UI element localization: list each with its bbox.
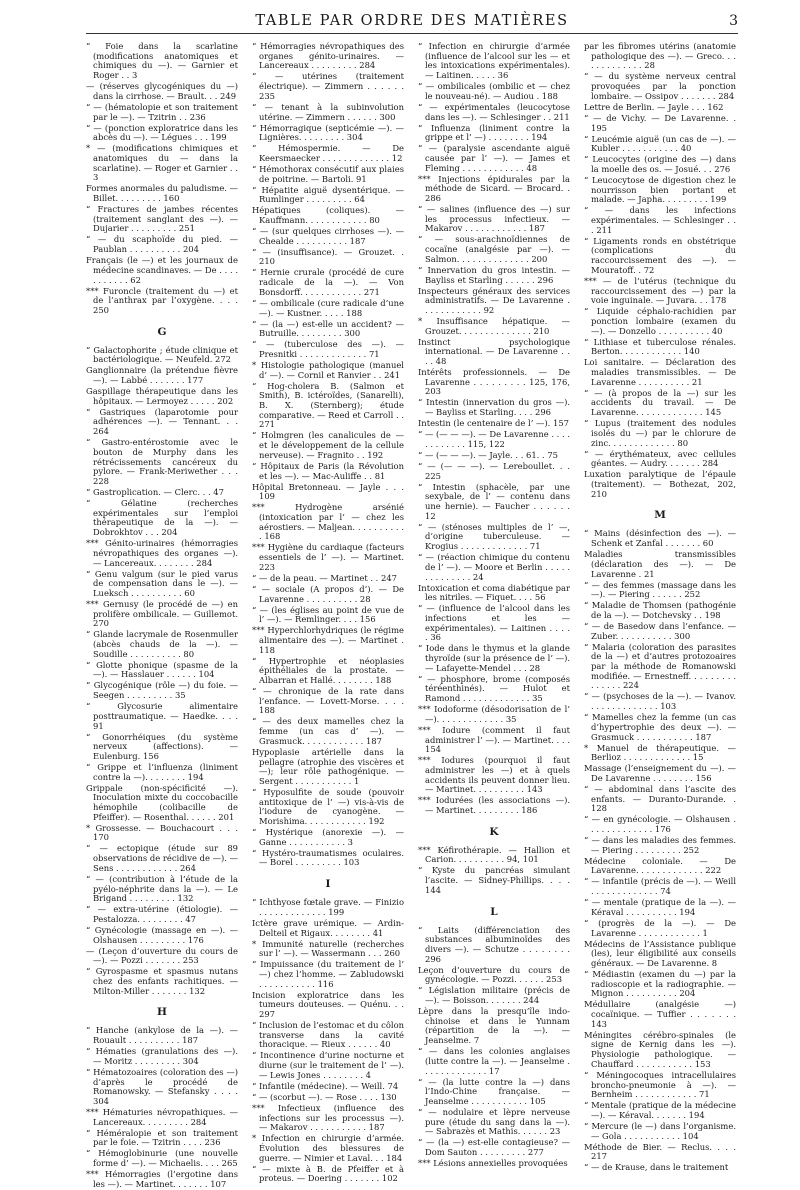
index-entry: “ — (scorbut —). — Rose . . . . 130 [252,1091,397,1102]
index-entry: * Grossesse. — Bouchacourt . . . 170 [86,822,238,843]
section-letter: L [490,905,498,918]
index-entry: “ — chronique de la rate dans l’enfance. — Lovett-Morse. . . . 188 [252,686,404,716]
index-entry: “ — (sur quelques cirrhoses —). — Chealde . . . . . . . . . . 187 [252,226,404,246]
index-entry: *** Injections épidurales par la méthode de Sicard. — Brocard. . 286 [418,173,570,204]
index-entry: Ictère grave urémique. — Ardin-Delteil et Rigaux. . . . . . . . 41 [252,917,404,938]
index-entry: Hypoplasie artérielle dans la pellagre (atrophie des viscères et —); leur rôle pathogénique. — Sergent . . . . . . . . . . . 1 [252,746,404,786]
index-entry: *** Iodurées (les associations —). — Martinet. . . . . . . . . 186 [418,795,570,816]
section-letter: K [489,825,499,838]
header-rule [86,33,738,34]
index-entry: Intestin (le centenaire de l’ —). 157 [418,418,569,429]
index-entry: “ Glande lacrymale de Rosenmuller (abcès chauds de la —). — Soudille . . . . . . . . . . 80 [86,629,238,659]
index-entry: “ — (sténoses multiples de l’ —, d’origine tuberculeuse. — Krogius . . . . . . . . . . . . . 71 [418,521,570,552]
index-entry: “ Hémothorax consécutif aux plaies de poitrine. — Bartoli. 91 [252,163,404,184]
index-entry: Intérêts professionnels. — De Lavarenne . . . . . . . . . 125, 176, 203 [418,367,570,397]
index-entry: “ Gastriques (laparotomie pour adhérences —). — Tennant. . . 264 [86,406,238,437]
index-entry: “ Gastro-entérostomie avec le bouton de Murphy dans les rétrécissements cancéreux du pylore. — Frank-Meriwether . . . 228 [86,437,238,486]
section-letter: G [157,325,167,338]
index-entry: *** Furoncle (traitement du —) et de l’anthrax par l’oxygène. . . . 250 [86,285,238,315]
index-entry: *** — de l’utérus (technique du raccourcissement des —) par la voie inguinale. — Juvara. . . 178 [584,275,736,306]
index-entry: “ Glotte phonique (spasme de la —). — Hasslauer . . . . . . 104 [86,659,238,680]
index-entry: “ Glycogénique (rôle —) du foie. — Seegen . . . . . . . . . 35 [86,680,238,701]
index-entry: Médullaire (analgésie —) cocaïnique. — Tuffier . . . . . . . 143 [584,999,736,1029]
index-entry: “ Hystéro-traumatismes oculaires. — Borel . . . . . . . . . 103 [252,847,404,868]
index-entry: * Insuffisance hépatique. — Grouzet. . . . . . . . . . . . . . 210 [418,315,570,336]
index-entry: “ Hémospermie. — De Keersmaecker . . . . . . . . . . . . . 12 [252,143,404,163]
page-title: TABLE PAR ORDRE DES MATIÈRES [255,13,569,29]
index-entry: “ Leucocytose de digestion chez le nourrisson bien portant et malade. — Japha. . . . . . . . . 199 [584,174,736,205]
index-entry: — (Leçon d’ouverture du cours de —). — Pozzi . . . . . . . 253 [86,945,238,966]
index-entry: *** Iodure (comment il faut administrer l’ —). — Martinet. . . . 154 [418,724,570,755]
index-entry: Lèpre dans la presqu’île indo-chinoise et dans le Yunnam (répartition de la —). — Jeanselme. 7 [418,1006,570,1046]
index-entry: “ — (la —) est-elle contagieuse? — Dom Sauton . . . . . . . . . 277 [418,1137,570,1158]
index-entry: “ — sous-arachnoïdiennes de cocaïne (analgésie par —). — Salmon. . . . . . . . . . . . . . 200 [418,234,570,264]
index-entry: “ — du scaphoïde du pied. — Paublan . . . . . . . . . . 204 [86,234,238,255]
index-entry: “ Grippe et l’influenza (liniment contre la —). . . . . . . . 194 [86,761,238,782]
index-entry: “ — de la peau. — Martinet . . 247 [252,572,397,583]
index-entry: * Histologie pathologique (manuel d’ —). — Cornil et Ranvier . . 241 [252,359,404,380]
index-entry: “ — de Krause, dans le traitement [584,1162,729,1173]
index-entry: “ Galactophorite ; étude clinique et bactériologique. — Neufeld. 272 [86,344,238,365]
index-entry: “ — (— — —). — Jayle. . . 61. . 75 [418,449,558,460]
index-entry: *** Infectieux (influence des infections sur les processus —). — Makarov . . . . . . . . . . . 187 [252,1102,404,1133]
index-entry: Luxation paralytique de l’épaule (traitement). — Bothezat, 202, 210 [584,469,736,499]
index-entry: “ Maladie de Thomsen (pathogénie de la —). — Dotchevsky . . 198 [584,600,736,620]
section-letter: H [157,1006,167,1019]
index-entry: Incision exploratrice dans les tumeurs douteuses. — Quénu. . . 297 [252,989,404,1020]
section-letter: I [325,878,331,891]
index-entry: “ (progrès de la —). — De Lavarenne . . . . . . . . . . . . 1 [584,917,736,938]
index-entry: “ Lupus (traitement des nodules isolés du —) par le chlorure de zinc. . . . . . . . . . . . . 80 [584,418,736,448]
page-header [86,10,738,32]
index-entry: “ — nodulaire et lèpre nerveuse pure (étude du sang dans la —). — Sabrazès et Mathis. . . . . . 23 [418,1107,570,1137]
index-entry: Grippale (non-spécificité —). Inoculation mixte du coccobacille hémophile (colibacille de Pfeiffer). — Rosenthal. . . . . . 201 [86,782,238,822]
index-entry: “ Médiastin (examen du —) par la radioscopie et la radiographie. — Mignon . . . . . . . . . . 204 [584,968,736,999]
index-entry: “ Kyste du pancréas simulant l’ascite. — Sidney-Phillips. . . . 144 [418,865,570,895]
index-entry: Ganglionnaire (la prétendue fièvre —). — Labbé . . . . . . . 177 [86,365,238,386]
index-entry: Massage (l’enseignement du —). — De Lavarenne . . . . . . . . 156 [584,763,736,783]
index-entry: *** Lésions annexielles provoquées [418,1158,568,1169]
index-entry: “ — sociale (A propos d’). — De Lavarenne . . . . . . . . . . 28 [252,583,404,604]
index-entry: Hôpital Bretonneau. — Jayle . . . 109 [252,481,404,502]
index-entry: * Infection en chirurgie d’armée. Évolution des blessures de guerre. — Nimier et Laval. . . 184 [252,1133,404,1163]
index-entry: “ — (réaction chimique du contenu de l’ —). — Moore et Berlin . . . . . . . . . . . . . . 24 [418,552,570,582]
index-entry: “ — extra-utérine (étiologie). — Pestalozza. . . . . . . . . 47 [86,904,238,924]
index-entry: “ — (la lutte contre la —) dans l’Indo-Chine française. — Jeanselme . . . . . . . . . . . 105 [418,1076,570,1106]
index-entry: “ — de Basedow dans l’enfance. — Zuber. . . . . . . . . . . 300 [584,620,736,641]
index-entry: “ — des deux mamelles chez la femme (un cas d’ —). — Grasmuck. . . . . . . . . . . . 187 [252,716,404,746]
index-entry: *** Génito-urinaires (hémorragies névropathiques des organes —). — Lancereaux. . . . . . . . 284 [86,538,238,568]
index-entry: Gaspillage thérapeutique dans les hôpitaux. — Lermoyez . . . . . 202 [86,386,238,406]
index-entry: “ — des femmes (massage dans les —). — Piering . . . . . . 252 [584,579,736,600]
index-entry: *** Iodoforme (désodorisation de l’ —). . . . . . . . . . . . . 35 [418,704,570,724]
index-entry: *** Hydrogène arsénié (intoxication par l’ — chez les aérostiers. — Maljean. . . . . . . . . . . 168 [252,502,404,542]
index-entry: “ Mentale (pratique de la médecine —). — Kéraval. . . . . . . 194 [584,1100,736,1120]
index-entry: “ Holmgren (les canalicules de — et le développement de la cellule nerveuse). — Fragnito . . 192 [252,430,404,460]
index-entry: *** Hyperchlorhydriques (le régime alimentaire des —). — Martinet . 118 [252,625,404,655]
index-entry: “ — (— — —). — De Lavarenne . . . . . . . . . . . . 115, 122 [418,429,570,449]
index-columns [86,41,738,1189]
index-entry: “ — (contribution à l’étude de la pyélo-néphrite dans la —). — Le Brigand . . . . . . . . . 132 [86,873,238,904]
index-entry: “ Ligaments ronds en obstétrique (complications du raccourcissement des —). — Mouratoff. . 72 [584,235,736,275]
index-entry: par les fibromes utérins (anatomie pathologique des —). — Greco. . . . . . . . . . . . . 28 [584,41,736,71]
index-entry: “ — dans les maladies des femmes. — Piering . . . . . . . . . 252 [584,835,736,855]
index-entry: “ — (psychoses de la —). — Ivanov. . . . . . . . . . . . . . 103 [584,691,736,712]
index-entry: “ — tenant à la subinvolution utérine. — Zimmern . . . . . . 300 [252,101,404,122]
index-entry: “ Fractures de jambes récentes (traitement sanglant des —). — Dujarier . . . . . . . . . 251 [86,204,238,234]
index-entry: Lettre de Berlin. — Jayle . . . 162 [584,101,724,112]
index-entry: “ Hyposulfite de soude (pouvoir antitoxique de l’ —) vis-à-vis de l’iodure de cyanogène. — Morishima. . . . . . . . . . . . 192 [252,786,404,827]
index-entry: “ — (la —) est-elle un accident? — Butruille. . . . . . . . . 300 [252,318,404,339]
index-entry: “ Mains (désinfection des —). — Schenk et Zanfal . . . . . . . 60 [584,528,736,549]
index-entry: “ — de Vichy. — De Lavarenne. . 195 [584,112,736,133]
index-entry: “ Iode dans le thymus et la glande thyroïde (sur la présence de l’ —). — Lafayette-Mendel . . . 28 [418,643,570,673]
index-entry: Instinct psychologique international. — De Lavarenne . . . . 48 [418,336,570,367]
index-entry: Méthode de Bier. — Reclus. . . . 217 [584,1141,736,1162]
index-entry: “ — (ponction exploratrice dans les abcès du —). — Légues . . . 199 [86,122,238,143]
index-entry: Médecine coloniale. — De Lavarenne. . . . . . . . . . . . . 222 [584,855,736,876]
index-column-col3 [418,41,570,1169]
index-entry: Loi sanitaire. — Déclaration des maladies transmissibles. — De Lavarenne . . . . . . . . . . 21 [584,357,736,387]
index-entry: “ — expérimentales (leucocytose dans les —). — Schlesinger . . 211 [418,101,570,122]
index-entry: “ — salines (influence des —) sur les processus infectieux. — Makarov . . . . . . . . . . . . 187 [418,204,570,234]
index-entry: “ Hystérique (anorexie —). — Ganne . . . . . . . . . . . 3 [252,827,404,847]
index-entry: “ Laits (différenciation des substances albuminoïdes des divers —). — Schutze . . . . . . . . 296 [418,924,570,964]
index-entry: “ Influenza (liniment contre la grippe et l’ —) . . . . . . . . 194 [418,122,570,143]
index-entry: “ Hog-cholera B. (Salmon et Smith), B. ictéroïdes, (Sanarelli), B. X. (Sternberg); étude comparative. — Reed et Carroll . . 271 [252,380,404,430]
index-entry: Méningites cérébro-spinales (le signe de Kernig dans les —). Physiologie pathologique. — Chauffard . . . . . . . . . . . 153 [584,1029,736,1069]
index-entry: “ — infantile (précis de —). — Weill . . . . . . . . . . . . . 74 [584,876,736,897]
index-entry: “ Hématozoaires (coloration des —) d’après le procédé de Romanowsky. — Stefansky . . . . 304 [86,1066,238,1106]
index-entry: * — (modifications chimiques et anatomiques du — dans la scarlatine). — Roger et Garnier . . 3 [86,143,238,183]
index-entry: “ Intestin (sphacèle, par une sexybale, de l’ — contenu dans une hernie). — Faucher . . . . . . 12 [418,481,570,521]
index-entry: “ Gastroplication. — Clerc. . . 47 [86,486,224,497]
index-entry: “ — (— — —). — Lereboullet. . . 225 [418,460,570,481]
page-number: 3 [729,13,738,29]
index-entry: “ Hémoglobinurie (une nouvelle forme d’ —). — Michaelis. . . . 265 [86,1148,238,1169]
index-entry: “ Lithiase et tuberculose rénales. Berton. . . . . . . . . . . . 140 [584,336,736,357]
index-entry: “ Gélatine (recherches expérimentales sur l’emploi thérapeutique de la —). — Dobrokhtov . . . 204 [86,497,238,538]
index-entry: “ — (hématolopie et son traitement par le —). — Tzitrin . . 236 [86,101,238,122]
index-entry: “ Gynécologie (massage en —). — Olshausen . . . . . . . . . 176 [86,924,238,945]
index-entry: “ — (à propos de la —) sur les accidents du travail. — De Lavarenne. . . . . . . . . . . . . 145 [584,387,736,418]
index-entry: *** Kéfirothérapie. — Hallion et Carion. . . . . . . . . . 94, 101 [418,844,570,865]
index-entry: “ Hôpitaux de Paris (la Révolution et les —). — Mac-Auliffe . . 81 [252,460,404,481]
index-entry: “ — abdominal dans l’ascite des enfants. — Duranto-Durande. . 128 [584,783,736,814]
index-entry: “ Législation militaire (précis de —). — Boisson. . . . . . . 244 [418,985,570,1006]
index-entry: “ — ombilicales (ombilic et — chez le nouveau-né). — Audiou . 188 [418,81,570,101]
index-entry: “ — dans les colonies anglaises (lutte contre la —). — Jeanselme . . . . . . . . . . . . . 17 [418,1046,570,1076]
index-entry: “ Inclusion de l’estomac et du côlon transverse dans la cavité thoracique. — Rieux . . . . . . 40 [252,1020,405,1050]
index-entry: “ Foie dans la scarlatine (modifications anatomiques et chimiques du —). — Garnier et Roger . . 3 [86,41,238,81]
index-entry: “ Liquide céphalo-rachidien par ponction lombaire (examen du —). — Donzello . . . . . . . . . . 40 [584,306,736,336]
index-entry: “ — ectopique (étude sur 89 observations de récidive de —). — Sens . . . . . . . . . . . . 264 [86,843,238,873]
index-entry: *** Iodures (pourquoi il faut administrer les —) et à quels accidents ils peuvent donner lieu. — Martinet. . . . . . . . . . 143 [418,755,570,795]
index-entry: Leçon d’ouverture du cours de gynécologie. — Pozzi. . . . . . 253 [418,964,570,985]
index-entry: “ Méningocoques intracellulaires broncho-pneumonie à —). — Bernheim . . . . . . . . . . . . 71 [584,1069,736,1100]
index-entry: “ Impuissance (du traitement de l’ —) chez l’homme. — Zabludowski . . . . . . . . . . . 116 [252,959,404,989]
index-entry: *** Hémorragies (l’ergotine dans les —). — Martinet. . . . . . . 107 [86,1169,238,1189]
index-entry: “ — ombilicale (cure radicale d’une —). — Kustner. . . . . 188 [252,297,404,318]
index-entry: “ — du système nerveux central provoquées par la ponction lombaire. — Ossipov . . . . . . . 284 [584,71,736,101]
index-entry: — (réserves glycogéniques du —) dans la cirrhose. — Brault. . . 249 [86,81,238,101]
index-entry: *** Hygiène du cardiaque (facteurs essentiels de l’ —). — Martinet. 223 [252,542,404,572]
index-entry: “ Hanche (ankylose de la —). — Rouault . . . . . . . . . . 187 [86,1025,238,1046]
index-entry: “ — (insuffisance). — Grouzet. . 210 [252,246,404,267]
index-entry: *** Hématuries névropathiques. — Lancereaux. . . . . . . . . 284 [86,1107,238,1127]
index-entry: * Immunité naturelle (recherches sur l’ —). — Wassermann . . . 260 [252,938,404,959]
index-entry: “ — (influence de l’alcool dans les infections et les — expérimentales). — Laitinen . . . . . 36 [418,603,570,643]
index-column-col2 [252,41,405,1184]
index-entry: “ — mentale (pratique de la —). — Kéraval . . . . . . . . . . 194 [584,897,736,917]
index-entry: “ Glycosurie alimentaire posttraumatique. — Haedke. . . . 91 [86,701,238,731]
index-entry: “ Hémorragique (septicémie —). — Lignières. . . . . . . . . 304 [252,122,404,143]
index-entry: “ Malaria (coloration des parasites de la —) et d’autres protozoaires par la méthode de Romanowski modifiée. — Ernestneff. . . . . . . . . . . . . . . 224 [584,641,736,691]
index-entry: “ — mixte à B. de Pfeiffer et à proteus. — Doering . . . . . . . 102 [252,1163,404,1184]
index-entry: Inspecteurs généraux des services administratifs. — De Lavarenne . . . . . . . . . . . . 92 [418,285,570,315]
index-entry: Français (le —) et les journaux de médecine scandinaves. — De . . . . . . . . . . . 62 [86,255,238,285]
index-entry: “ Leucémie aiguë (un cas de —). — Kubler . . . . . . . . . . . 40 [584,133,736,154]
index-entry: “ Hépatite aiguë dysentérique. — Rumlinger . . . . . . . . . 64 [252,184,404,205]
index-entry: “ — (les églises au point de vue de l’ —). — Remlinger. . . . 156 [252,604,404,625]
index-entry: “ Genu valgum (sur le pied varus de compensation dans le —). — Lueksch . . . . . . . . . . 60 [86,568,238,598]
index-column-col4 [584,41,736,1173]
index-entry: Médecins de l’Assistance publique (les), leur éligibilité aux conseils généraux. — De Lavarenne. 8 [584,938,736,968]
index-entry: “ Hypertrophie et néoplasies épithéliales de la prostate. — Albarran et Hallé. . . . . . . . 188 [252,655,404,686]
index-entry: Hépatiques (coliques). — Kauffmann. . . . . . . . . . . . 80 [252,205,404,226]
index-entry: “ Hernie crurale (procédé de cure radicale de la —). — Von Bonsdorff. . . . . . . . . . . . 271 [252,267,404,297]
index-entry: “ — érythémateux, avec cellules géantes. — Audry. . . . . . . 284 [584,448,736,469]
index-entry: “ Gyrospasme et spasmus nutans chez des enfants rachitiques. — Milton-Miller . . . . . . . 132 [86,966,238,996]
index-entry: “ Ichthyose fœtale grave. — Finizio . . . . . . . . . . . . . 199 [252,897,404,917]
section-letter: M [654,509,666,522]
index-entry: “ — utérines (traitement électrique). — Zimmern . . . . . . 235 [252,71,404,101]
index-entry: “ — (tuberculose des —). — Presnitki . . . . . . . . . . . . . 71 [252,339,404,359]
index-entry: Intoxication et coma diabétique par les nitriles. — Fiquet. . . . 56 [418,582,570,603]
index-entry: “ Infection en chirurgie d’armée (influence de l’alcool sur les — et les intoxications expérimentales). — Laitinen. . . . . 36 [418,41,570,81]
index-entry: “ Hématies (granulations des —). — Moritz . . . . . . . . . 304 [86,1046,238,1066]
index-entry: *** Gernusy (le procédé de —) en prolifère ombilicale. — Guillemot. 270 [86,598,238,629]
index-entry: “ Gonorrhéiques (du système nerveux (affections). — Eulenburg. 156 [86,731,238,761]
index-entry: “ Intestin (innervation du gros —). — Bayliss et Starling. . . . 296 [418,397,570,418]
index-entry: “ — en gynécologie. — Olshausen . . . . . . . . . . . . . 176 [584,814,736,835]
index-entry: “ Mercure (le —) dans l’organisme. — Gola . . . . . . . . . . . 104 [584,1121,736,1141]
index-entry: “ — dans les infections expérimentales. — Schlesinger . . . 211 [584,205,736,235]
index-entry: “ — (paralysie ascendante aiguë causée par l’ —). — James et Fleming . . . . . . . . . . . . 48 [418,143,570,173]
index-column-col1 [86,41,238,1189]
index-entry: Formes anormales du paludisme. — Billet. . . . . . . . . 160 [86,183,238,204]
index-entry: “ Incontinence d’urine nocturne et diurne (sur le traitement de l’ —). — Lewis Jones . . . . . . . . 4 [252,1050,404,1080]
index-entry: “ Héméralopie et son traitement par le foie. — Tzitrin . . . . 236 [86,1127,238,1148]
index-entry: “ — phosphore, brome (composés téréenthinés). — Hulot et Ramond . . . . . . . . . . . . . 35 [418,673,570,704]
index-entry: “ Hémorragies névropathiques des organes génito-urinaires. — Lancereaux . . . . . . . . . 284 [252,41,404,71]
index-entry: “ Innervation du gros intestin. — Bayliss et Starling . . . . . . 296 [418,264,570,285]
index-entry: Maladies transmissibles (déclaration des —). — De Lavarenne . 21 [584,549,736,579]
index-entry: * Manuel de thérapeutique. — Berlioz . . . . . . . . . . . . . 15 [584,742,736,763]
index-entry: “ Infantile (médecine). — Weill. 74 [252,1080,399,1091]
index-entry: “ Mamelles chez la femme (un cas d’hypertrophie des deux —). — Grasmuck . . . . . . . . . . . 187 [584,712,736,742]
index-entry: “ Leucocytes (origine des —) dans la moelle des os. — Josué. . . 276 [584,154,736,174]
